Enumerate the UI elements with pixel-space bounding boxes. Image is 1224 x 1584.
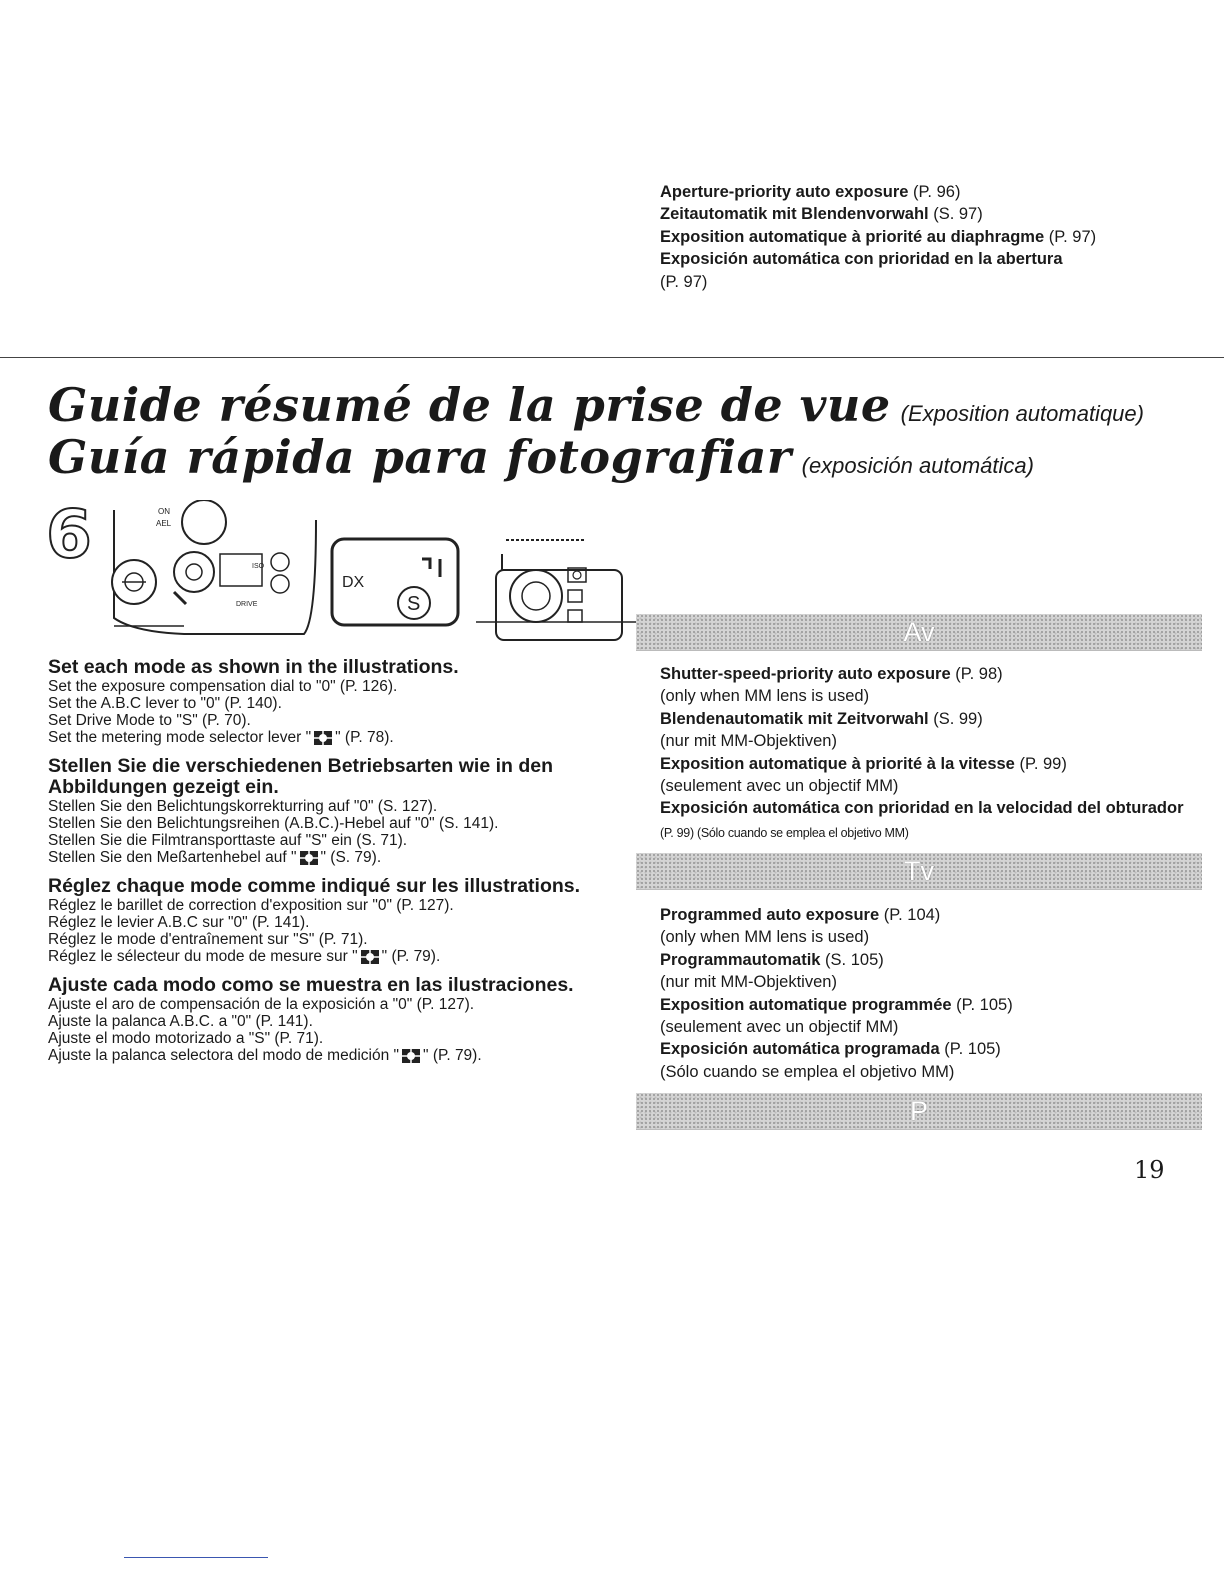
title-spanish-sub: (exposición automática) xyxy=(801,453,1034,478)
instructions-column xyxy=(48,657,648,1074)
tv-mode-bar: Tv xyxy=(636,853,1202,890)
p-spanish-ref: (P. 105) xyxy=(939,1040,1001,1059)
p-french-note: (seulement avec un objectif MM) xyxy=(660,1018,899,1037)
metering-selector-illustration xyxy=(476,530,636,642)
english-line: Set Drive Mode to "S" (P. 70). xyxy=(48,712,251,729)
av-spanish-title: Exposición automática con prioridad en la abertura xyxy=(660,250,1063,269)
av-german-title: Zeitautomatik mit Blendenvorwahl xyxy=(660,205,929,224)
german-line: Stellen Sie die Filmtransporttaste auf "S" ein (S. 71). xyxy=(48,832,408,849)
p-english-note: (only when MM lens is used) xyxy=(660,928,870,947)
dial-label-on: ON xyxy=(158,507,170,516)
spanish-line: Ajuste la palanca A.B.C. a "0" (P. 141). xyxy=(48,1013,313,1030)
metering-text-post: " (P. 79). xyxy=(423,1047,482,1064)
display-dx-label: DX xyxy=(342,574,365,591)
metering-text-post: " (P. 78). xyxy=(335,729,394,746)
tv-mode-block xyxy=(660,663,1200,844)
german-line: Stellen Sie den Belichtungsreihen (A.B.C.)-Hebel auf "0" (S. 141). xyxy=(48,815,499,832)
tv-english-note: (only when MM lens is used) xyxy=(660,687,870,706)
title-french xyxy=(48,378,1144,432)
camera-dials-illustration xyxy=(104,500,318,646)
french-heading: Réglez chaque mode comme indiqué sur les illustrations. xyxy=(48,875,581,897)
spanish-line: Ajuste el modo motorizado a "S" (P. 71). xyxy=(48,1030,324,1047)
french-line: Réglez le barillet de correction d'exposition sur "0" (P. 127). xyxy=(48,897,454,914)
p-german-ref: (S. 105) xyxy=(820,950,884,969)
av-german-ref: (S. 97) xyxy=(928,205,983,224)
section-german xyxy=(48,756,648,866)
tv-french-ref: (P. 99) xyxy=(1014,754,1067,773)
display-mode-s: S xyxy=(407,593,421,615)
tv-french-title: Exposition automatique à priorité à la vitesse xyxy=(660,754,1015,773)
section-english xyxy=(48,657,648,746)
tv-german-title: Blendenautomatik mit Zeitvorwahl xyxy=(660,709,929,728)
p-german-title: Programmautomatik xyxy=(660,950,821,969)
tv-german-ref: (S. 99) xyxy=(928,709,983,728)
p-english-title: Programmed auto exposure xyxy=(660,906,880,924)
spanish-line: Ajuste el aro de compensación de la exposición a "0" (P. 127). xyxy=(48,996,475,1013)
title-spanish xyxy=(48,430,1034,484)
metering-text-pre: Ajuste la palanca selectora del modo de medición " xyxy=(48,1047,400,1064)
spot-metering-icon xyxy=(401,1048,421,1064)
spanish-heading: Ajuste cada modo como se muestra en las ilustraciones. xyxy=(48,974,574,996)
av-mode-block xyxy=(660,181,1200,293)
top-rule xyxy=(0,357,1224,358)
english-metering-line xyxy=(48,729,648,746)
p-spanish-note: (Sólo cuando se emplea el objetivo MM) xyxy=(660,1062,955,1081)
spot-metering-icon xyxy=(360,949,380,965)
title-spanish-main: Guía rápida para fotografiar xyxy=(48,430,792,484)
spanish-metering-line xyxy=(48,1047,648,1064)
section-french xyxy=(48,876,648,965)
page-number: 19 xyxy=(1134,1156,1165,1184)
tv-spanish-title: Exposición automática con prioridad en la velocidad del obturador xyxy=(660,799,1184,818)
p-mode-block xyxy=(660,904,1200,1083)
p-french-ref: (P. 105) xyxy=(951,995,1013,1014)
bottom-rule xyxy=(124,1557,268,1558)
av-french-title: Exposition automatique à priorité au diaphragme xyxy=(660,227,1045,246)
german-metering-line xyxy=(48,849,648,866)
step-number: 6 xyxy=(46,496,92,573)
german-line: Stellen Sie den Belichtungskorrekturring auf "0" (S. 127). xyxy=(48,798,438,815)
p-english-ref: (P. 104) xyxy=(879,906,941,924)
metering-text-post: " (S. 79). xyxy=(320,849,382,866)
spot-metering-icon xyxy=(313,730,333,746)
tv-spanish-ref: (P. 99) (Sólo cuando se emplea el objetivo MM) xyxy=(660,825,909,840)
tv-french-note: (seulement avec un objectif MM) xyxy=(660,777,899,796)
tv-english-title: Shutter-speed-priority auto exposure xyxy=(660,665,951,683)
english-heading: Set each mode as shown in the illustrations. xyxy=(48,656,459,678)
dial-label-drive: DRIVE xyxy=(236,601,258,608)
p-spanish-title: Exposición automática programada xyxy=(660,1040,940,1059)
tv-english-ref: (P. 98) xyxy=(950,665,1003,683)
french-line: Réglez le mode d'entraînement sur "S" (P. 71). xyxy=(48,931,368,948)
spot-metering-icon xyxy=(299,850,319,866)
metering-text-pre: Réglez le sélecteur du mode de mesure sur " xyxy=(48,948,358,965)
metering-text-pre: Stellen Sie den Meßartenhebel auf " xyxy=(48,849,297,866)
av-mode-bar: Av xyxy=(636,614,1202,651)
av-french-ref: (P. 97) xyxy=(1044,227,1097,246)
tv-german-note: (nur mit MM-Objektiven) xyxy=(660,732,837,751)
dial-label-ael: AEL xyxy=(156,519,172,528)
title-french-sub: (Exposition automatique) xyxy=(900,401,1144,426)
english-line: Set the A.B.C lever to "0" (P. 140). xyxy=(48,695,282,712)
metering-text-pre: Set the metering mode selector lever " xyxy=(48,729,312,746)
drive-display-illustration xyxy=(330,537,460,627)
french-line: Réglez le levier A.B.C sur "0" (P. 141). xyxy=(48,914,310,931)
av-spanish-ref: (P. 97) xyxy=(660,272,708,291)
section-spanish xyxy=(48,975,648,1064)
p-mode-bar: P xyxy=(636,1093,1202,1130)
english-line: Set the exposure compensation dial to "0" (P. 126). xyxy=(48,678,398,695)
av-english-title: Aperture-priority auto exposure xyxy=(660,183,909,201)
french-metering-line xyxy=(48,948,648,965)
dial-label-iso: ISO xyxy=(252,563,265,570)
title-french-main: Guide résumé de la prise de vue xyxy=(48,378,891,432)
german-heading: Stellen Sie die verschiedenen Betriebsarten wie in den Abbildungen gezeigt ein. xyxy=(48,755,554,798)
metering-text-post: " (P. 79). xyxy=(381,948,441,965)
p-french-title: Exposition automatique programmée xyxy=(660,995,952,1014)
p-german-note: (nur mit MM-Objektiven) xyxy=(660,973,837,992)
av-english-ref: (P. 96) xyxy=(908,183,961,201)
